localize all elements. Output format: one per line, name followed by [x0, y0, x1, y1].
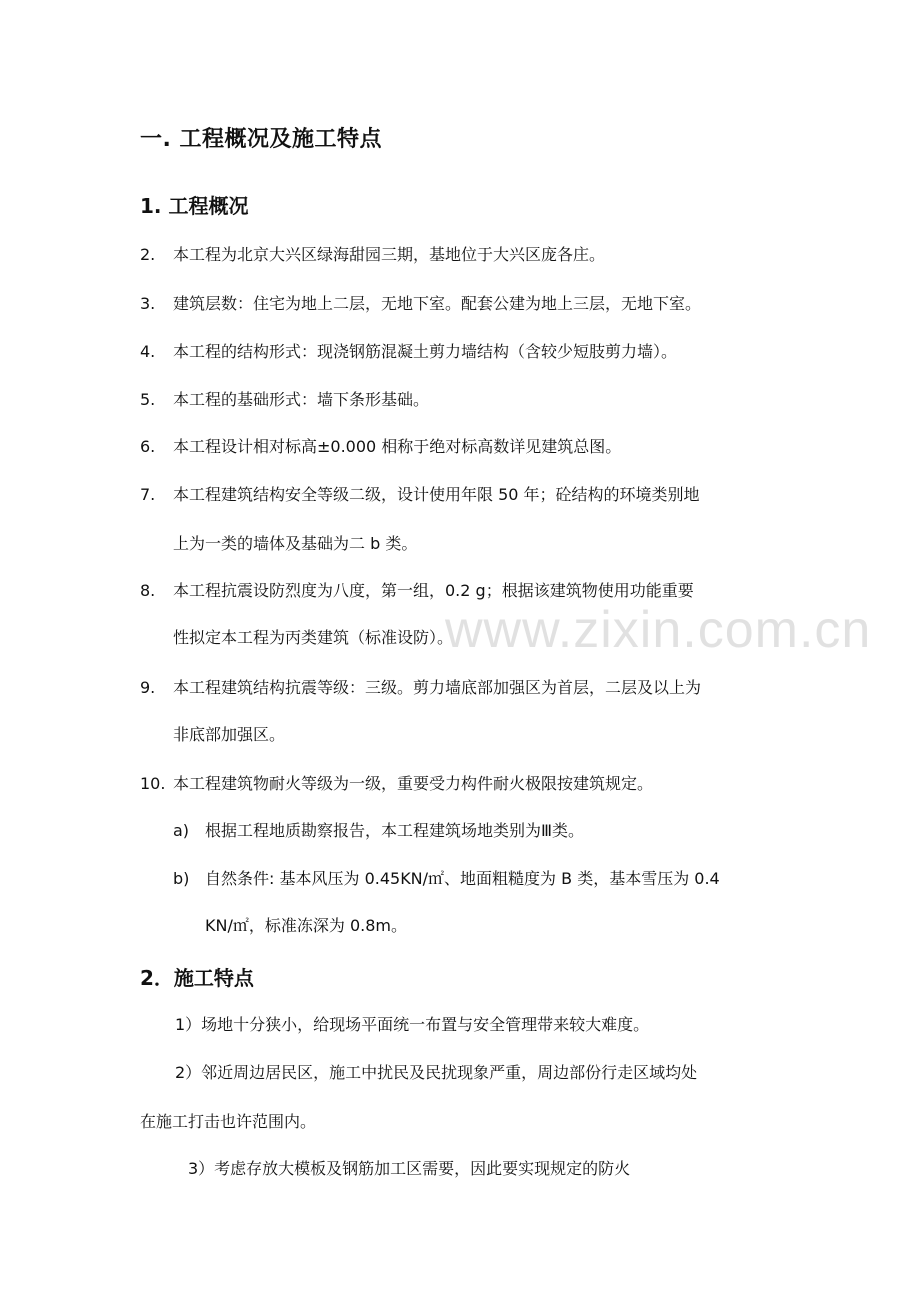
item-number: 4.: [140, 342, 156, 361]
item-text: 本工程为北京大兴区绿海甜园三期，基地位于大兴区庞各庄。: [173, 245, 606, 264]
section-1-title: 1. 工程概况: [140, 194, 249, 218]
item-text: 本工程建筑结构抗震等级：三级。剪力墙底部加强区为首层，二层及以上为: [173, 678, 702, 697]
item-text: 非底部加强区。: [173, 725, 286, 744]
watermark: www.zixin.com.cn: [445, 601, 872, 659]
item-number: 8.: [140, 581, 156, 600]
sub-item-text: 根据工程地质勘察报告，本工程建筑场地类别为Ⅲ类。: [205, 821, 585, 840]
paragraph-text: 1）场地十分狭小，给现场平面统一布置与安全管理带来较大难度。: [175, 1015, 650, 1034]
paragraph-text: 3）考虑存放大模板及钢筋加工区需要，因此要实现规定的防火: [188, 1159, 631, 1178]
item-number: 2.: [140, 245, 156, 264]
item-text: 建筑层数：住宅为地上二层，无地下室。配套公建为地上三层，无地下室。: [173, 294, 702, 313]
section-2-title: 2．施工特点: [140, 966, 254, 990]
sub-item-label: b): [173, 869, 190, 888]
item-text: 本工程建筑物耐火等级为一级，重要受力构件耐火极限按建筑规定。: [173, 774, 654, 793]
item-number: 6.: [140, 437, 156, 456]
sub-item-text: KN/㎡，标准冻深为 0.8m。: [205, 916, 407, 935]
item-text: 本工程设计相对标高±0.000 相称于绝对标高数详见建筑总图。: [173, 437, 622, 456]
item-text: 上为一类的墙体及基础为二 b 类。: [173, 534, 418, 553]
item-number: 9.: [140, 678, 156, 697]
item-number: 10.: [140, 774, 166, 793]
item-number: 7.: [140, 485, 156, 504]
item-number: 5.: [140, 390, 156, 409]
paragraph-text: 在施工打击也许范围内。: [140, 1112, 317, 1131]
item-text: 本工程的结构形式：现浇钢筋混凝土剪力墙结构（含较少短肢剪力墙）。: [173, 342, 678, 361]
paragraph-text: 2）邻近周边居民区，施工中扰民及民扰现象严重，周边部份行走区域均处: [175, 1063, 698, 1082]
item-text: 本工程的基础形式：墙下条形基础。: [173, 390, 430, 409]
main-heading: 一. 工程概况及施工特点: [140, 127, 383, 152]
item-text: 本工程建筑结构安全等级二级，设计使用年限 50 年；砼结构的环境类别地: [173, 485, 700, 504]
item-text: 本工程抗震设防烈度为八度，第一组，0.2 g；根据该建筑物使用功能重要: [173, 581, 694, 600]
sub-item-text: 自然条件: 基本风压为 0.45KN/㎡、地面粗糙度为 B 类，基本雪压为 0.4: [205, 869, 720, 888]
item-text: 性拟定本工程为丙类建筑（标准设防）。: [173, 628, 454, 647]
sub-item-label: a): [173, 821, 190, 840]
item-number: 3.: [140, 294, 156, 313]
